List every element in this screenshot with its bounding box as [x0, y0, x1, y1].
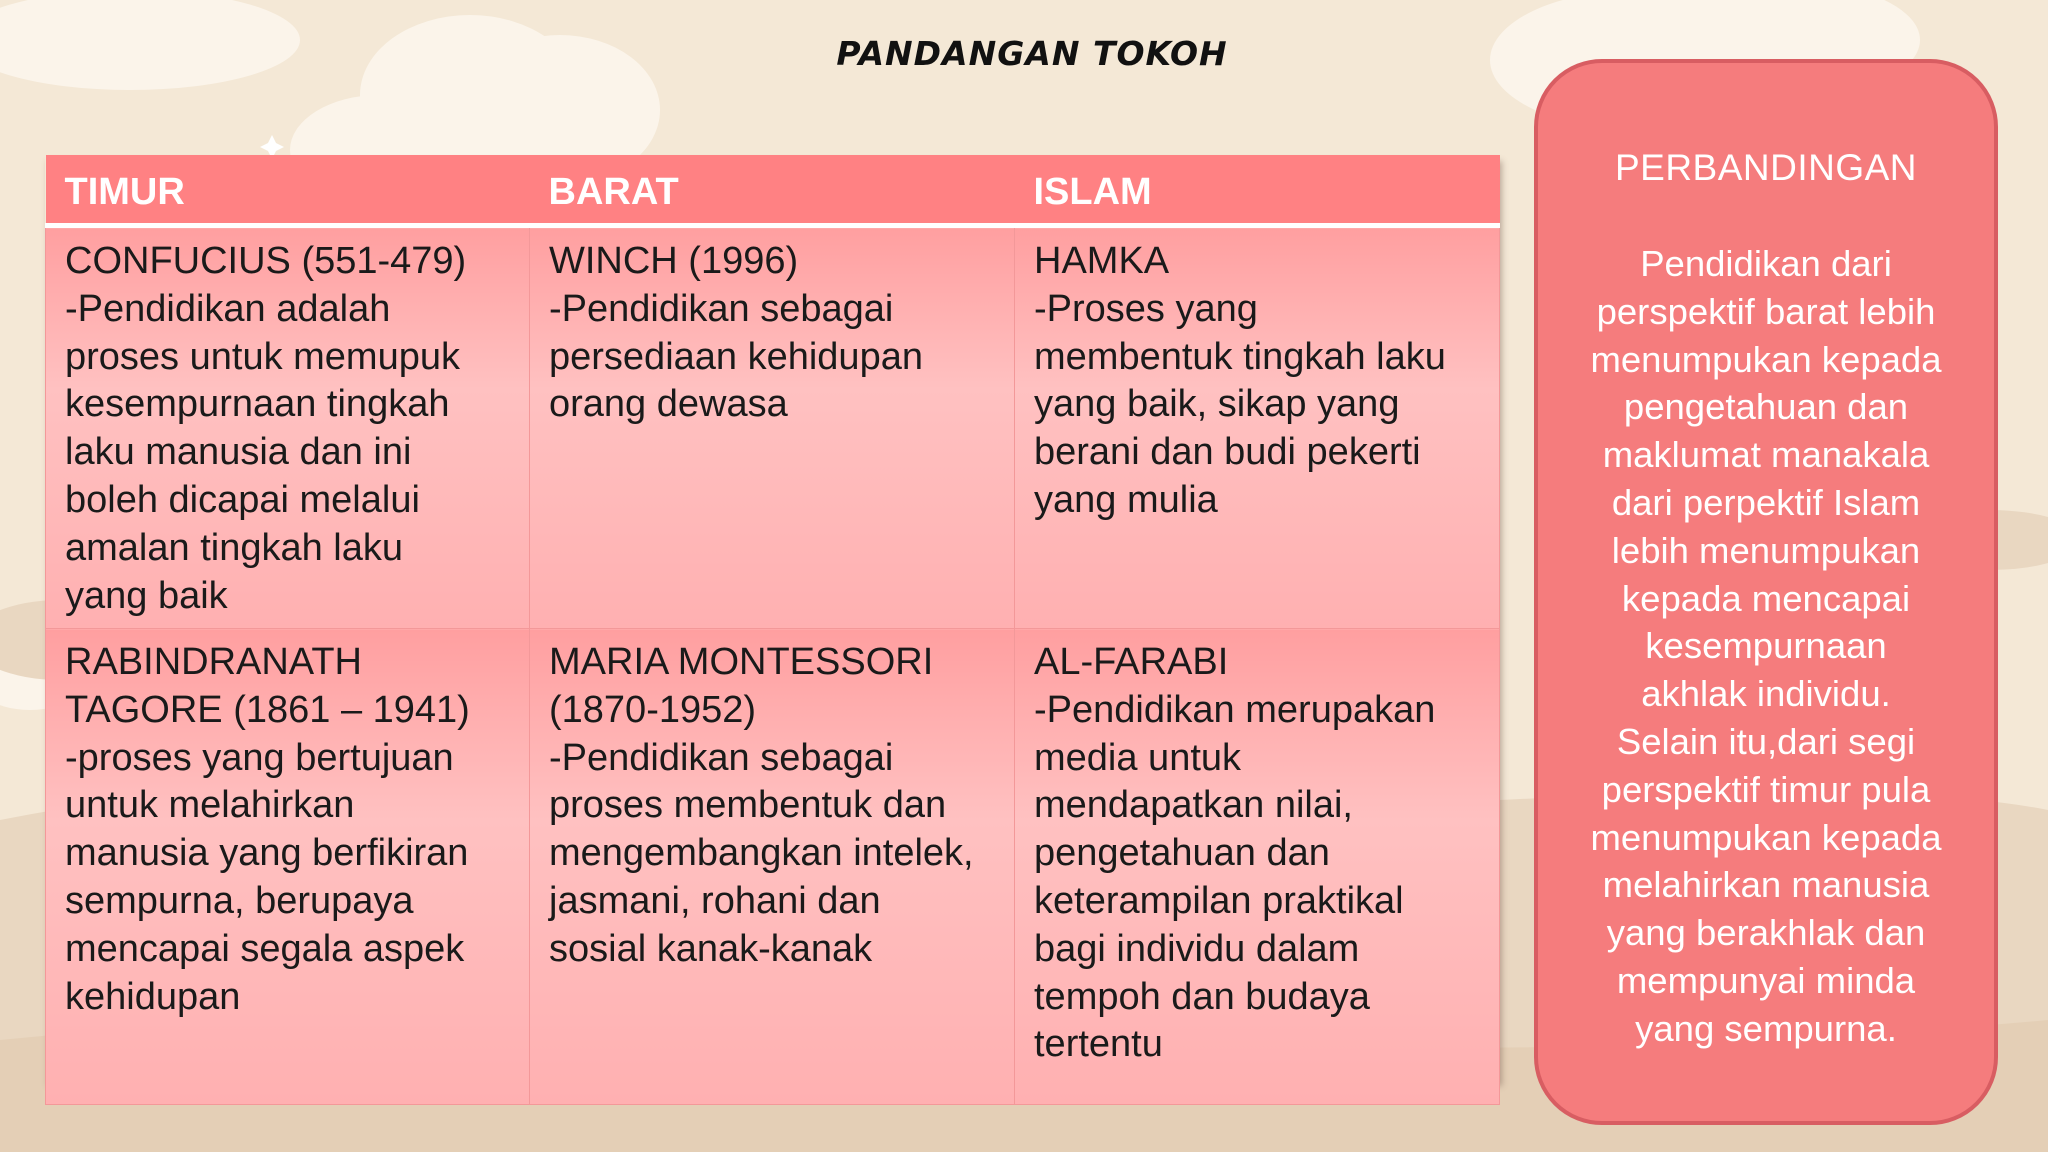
cell-tagore: RABINDRANATH TAGORE (1861 – 1941) -proses yang bertujuan untuk melahirkan manusia yang berfikiran sempurna, berupaya mencapai segala aspek kehidupan — [46, 629, 530, 1105]
cell-al-farabi: AL-FARABI -Pendidikan merupakan media untuk mendapatkan nilai, pengetahuan dan keterampilan praktikal bagi individu dalam tempoh dan budaya tertentu — [1015, 629, 1500, 1105]
panel-body: Pendidikan dari perspektif barat lebih menumpukan kepada pengetahuan dan maklumat manakala dari perpektif Islam lebih menumpukan kepada mencapai kesempurnaan akhlak individu. Selain itu,dari segi perspektif timur pula menumpukan kepada melahirkan manusia yang berakhlak dan mempunyai minda yang sempurna. — [1590, 243, 1942, 1049]
cell-hamka: HAMKA -Proses yang membentuk tingkah laku yang baik, sikap yang berani dan budi pekerti yang mulia — [1015, 226, 1500, 629]
table-row — [46, 629, 1500, 1105]
slide-title: PANDANGAN TOKOH — [836, 34, 1228, 73]
cell-winch: WINCH (1996) -Pendidikan sebagai persediaan kehidupan orang dewasa — [530, 226, 1015, 629]
comparison-table-container — [45, 155, 1499, 1080]
header-timur: TIMUR — [46, 155, 530, 226]
cell-montessori: MARIA MONTESSORI (1870-1952) -Pendidikan sebagai proses membentuk dan mengembangkan intelek, jasmani, rohani dan sosial kanak-kanak — [530, 629, 1015, 1105]
panel-heading: PERBANDINGAN — [1614, 147, 1918, 188]
table-header-row — [46, 155, 1500, 226]
header-barat: BARAT — [530, 155, 1015, 226]
comparison-panel — [1534, 59, 1998, 1125]
table-row — [46, 226, 1500, 629]
cell-confucius: CONFUCIUS (551-479) -Pendidikan adalah proses untuk memupuk kesempurnaan tingkah laku manusia dan ini boleh dicapai melalui amalan tingkah laku yang baik — [46, 226, 530, 629]
comparison-table — [45, 155, 1500, 1105]
header-islam: ISLAM — [1015, 155, 1500, 226]
